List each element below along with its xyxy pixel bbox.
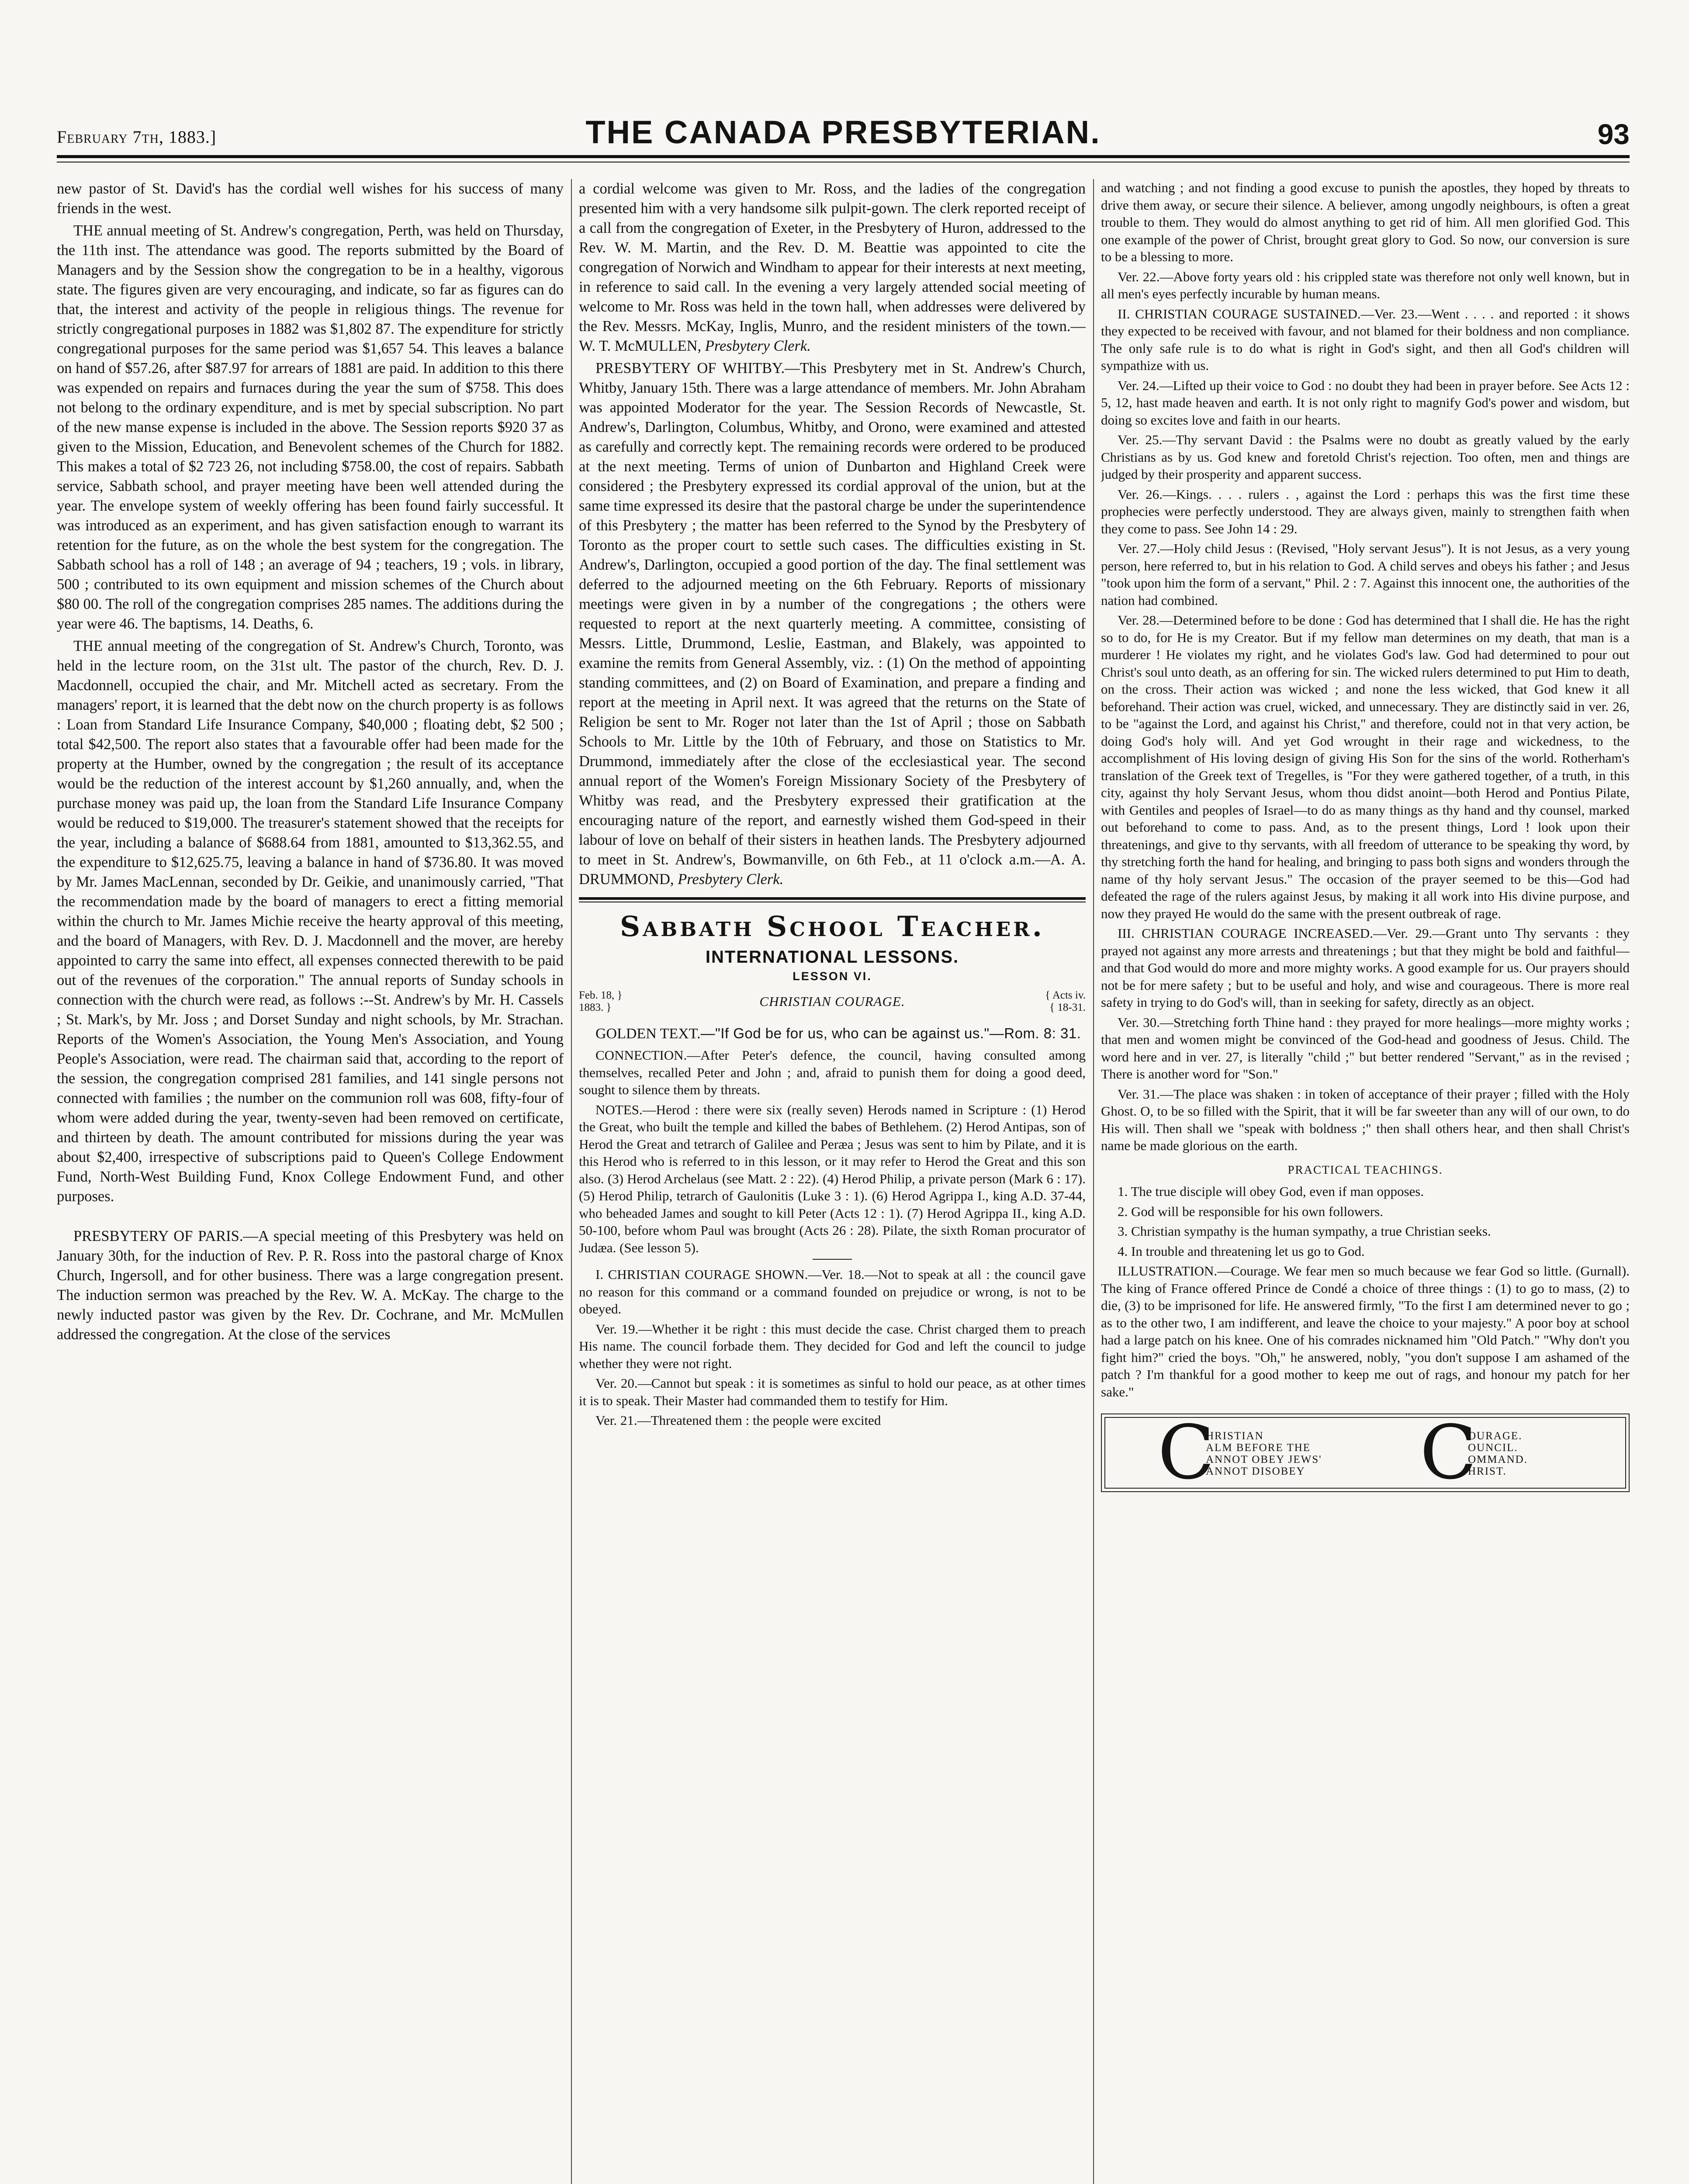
signature: Presbytery Clerk. bbox=[705, 338, 811, 354]
illustration: ILLUSTRATION.—Courage. We fear men so much because we fear God so little. (Gurnall). The king of France offered Prince de Condé a choice of three things : (1) to go to mass, (2) to die, (3) to be imprisoned for life. He answered firmly, "To the first I am determined never to go ; as to the other two, I am indifferent, and leave the choice to your majesty." A poor boy at school had a large patch on his knee. One of his comrades nicknamed him "Old Patch." "Why don't you fight him?" cried the boys. "Oh," he answered, nobly, "you don't suppose I am ashamed of the patch ? I'm thankful for a good mother to keep me out of rags, and honour my patch for her sake." bbox=[1101, 1263, 1630, 1400]
lesson-meta bbox=[579, 989, 1086, 1020]
practical-teachings-heading: PRACTICAL TEACHINGS. bbox=[1288, 1163, 1443, 1176]
teaching-item: 1. The true disciple will obey God, even if man opposes. bbox=[1118, 1184, 1424, 1199]
paragraph-text: —This Presbytery met in St. Andrew's Church, Whitby, January 15th. There was a large attendance of members. Mr. John Abraham was appointed Moderator for the year. The Session Records of Newcastle, St. Andrew's, Darlington, Columbus, Whitby, and Orono, were examined and attested as carefully and correctly kept. The remaining records were ordered to be produced at the next meeting. Terms of union of Dunbarton and Highland Creek were considered ; the Presbytery expressed its cordial approval of the union, but at the same time expressed its desire that the pastoral charge be under the superintendence of this Presbytery ; the matter has been referred to the Synod by the Presbytery of Toronto as the proper court to settle such cases. The difficulties existing in St. Andrew's, Darlington, occupied a good portion of the day. The final settlement was deferred to the adjourned meeting on the 6th February. Reports of missionary meetings were given in by a number of the congregations ; the others were requested to report at the next quarterly meeting. A committee, consisting of Messrs. Little, Drummond, Leslie, Eastman, and Blakely, was appointed to examine the remits from General Assembly, viz. : (1) On the method of appointing standing committees, and (2) on Board of Examination, and prepare a finding and report at the meeting in April next. It was agreed that the returns on the State of Religion be sent to Mr. Roger not later than the 1st of April ; those on Sabbath Schools to Mr. Little by the 10th of February, and those on Statistics to Mr. Drummond, immediately after the close of the ecclesiastical year. The second annual report of the Women's Foreign Missionary Society of the Presbytery of Whitby was read, and the Presbytery expressed their gratification at the encouraging nature of the report, and earnestly wished them God-speed in their labour of love on behalf of their sisters in heathen lands. The Presbytery adjourned to meet in St. Andrew's, Bowmanville, on 6th Feb., at 11 o'clock a.m.—A. A. DRUMMOND, bbox=[579, 360, 1086, 888]
page-number: 93 bbox=[1597, 118, 1630, 150]
paragraph bbox=[579, 359, 1086, 889]
paragraph bbox=[579, 1101, 1086, 1257]
summary-line: ANNOT DISOBEY bbox=[1206, 1465, 1305, 1477]
lesson-title: CHRISTIAN COURAGE. bbox=[759, 994, 905, 1009]
initial-letter: C bbox=[1158, 1410, 1215, 1496]
summary-box-inner bbox=[1104, 1410, 1626, 1496]
issue-date: February 7th, 1883.] bbox=[57, 127, 217, 147]
teaching-item: 2. God will be responsible for his own followers. bbox=[1118, 1203, 1383, 1219]
summary-box bbox=[1101, 1410, 1630, 1496]
summary-line: ALM BEFORE THE bbox=[1206, 1442, 1311, 1454]
summary-line: HRISTIAN bbox=[1206, 1430, 1264, 1442]
paragraph: THE annual meeting of the congregation of St. Andrew's Church, Toronto, was held in the lecture room, on the 31st ult. The pastor of the church, Rev. D. J. Macdonnell, occupied the chair, and Mr. Mitchell acted as secretary. From the managers' report, it is learned that the debt now on the church property is as follows : Loan from Standard Life Insurance Company, $40,000 ; floating debt, $2 500 ; total $42,500. The report also states that a favourable offer had been made for the property at the Humber, owned by the congregation ; the result of its acceptance would be the reduction of the interest account by $1,260 annually, and, when the purchase money was paid up, the loan from the Standard Life Insurance Company would be reduced to $19,000. The treasurer's statement showed that the receipts for the year, including a balance of $688.64 from 1881, amounted to $13,362.55, and the expenditure to $12,625.75, leaving a balance in hand of $736.80. It was moved by Mr. James MacLennan, seconded by Dr. Geikie, and unanimously carried, "That the recommendation made by the board of managers to erect a fitting memorial within the church to Mr. James Michie receive the hearty approval of this meeting, and the board of Managers, with Rev. D. J. Macdonnell and the mover, are hereby appointed to carry the same into effect, all expenses connected therewith to be paid out of the revenues of the corporation." The annual reports of Sunday schools in connection with the church were read, as follows :--St. Andrew's by Mr. H. Cassels ; St. Mark's, by Mr. Joss ; and Dorset Sunday and night schools, by Mr. Strachan. Reports of the Women's Association, the Young Men's Association, and Young People's Association, were read. The chairman said that, according to the report of the session, the congregation comprised 281 families, and 141 single persons not connected with families ; the number on the communion roll was 608, fifty-four of whom were added during the year, twenty-seven had been removed on certificate, and thirteen by death. The amount contributed for missions during the year was about $2,400, irrespective of subscriptions paid to Queen's College Endowment Fund, North-West Building Fund, Knox College Endowment Fund, and other purposes. bbox=[57, 638, 564, 1205]
initial-letter: C bbox=[1420, 1410, 1477, 1496]
golden-text-body: —"If God be for us, who can be against us."—Rom. 8: 31. bbox=[700, 1025, 1081, 1041]
paragraph: Ver. 31.—The place was shaken : in token of acceptance of their prayer ; filled with the Holy Ghost. O, to be so filled with the Spirit, that it will be far sweeter than any will of our own, to do His will. Then shall we "speak with boldness ;" then shall others hear, and then shall Christ's name be made glorious on the earth. bbox=[1101, 1086, 1630, 1153]
date-line: Feb. 18, } bbox=[579, 989, 623, 1001]
paragraph-text: —After Peter's defence, the council, having consulted among themselves, recalled Peter and John ; and, afraid to punish them for doing a good deed, sought to silence them by threats. bbox=[579, 1047, 1086, 1097]
lesson-reference bbox=[1045, 989, 1086, 1014]
masthead bbox=[57, 111, 1630, 151]
paragraph: Ver. 20.—Cannot but speak : it is sometimes as sinful to hold our peace, as at other times it is to speak. Their Master had commanded them to testify for Him. bbox=[579, 1375, 1086, 1408]
header-rule bbox=[57, 155, 1630, 158]
paragraph: III. CHRISTIAN COURAGE INCREASED.—Ver. 29.—Grant unto Thy servants : they prayed not against any more arrests and threatenings ; but that they might be bold and faithful—and that God would do more and more mighty works. A good example for us. Our prayers should not be for mere safety ; but to be useful and holy, and wise and courageous. There is more real safety in trying to do God's will, than in seeking for safety, directly as an object. bbox=[1101, 926, 1630, 1010]
summary-line: OUNCIL. bbox=[1468, 1442, 1518, 1454]
summary-left bbox=[1206, 1430, 1322, 1477]
paragraph: Ver. 24.—Lifted up their voice to God : no doubt they had been in prayer before. See Acts 12 : 5, 12, hast made heaven and earth. It is not only right to magnify God's power and wisdom, but doing so excites love and faith in our hearts. bbox=[1101, 377, 1630, 428]
paragraph: Ver. 19.—Whether it be right : this must decide the case. Christ charged them to preach His name. The council forbade them. They decided for God and left the council to judge whether they were not right. bbox=[579, 1321, 1086, 1371]
paragraph: Ver. 30.—Stretching forth Thine hand : they prayed for more healings—more mighty works ; that men and women might be convinced of the God-head and goodness of Jesus. Child. The word here and in ver. 27, is literally "child ;" but better rendered "Servant," as in the revised ; There is another word for "Son." bbox=[1101, 1014, 1630, 1082]
heading-presbytery-paris: PRESBYTERY OF PARIS. bbox=[73, 1228, 243, 1244]
column-one bbox=[57, 179, 564, 2184]
paragraph: and watching ; and not finding a good excuse to punish the apostles, they hoped by threats to drive them away, or secure their silence. A believer, among ungodly neighbours, is often a great trouble to them. They would do almost anything to get rid of him. All men glorified God. This one example of the power of Christ, brought great glory to God. So now, our conversion is sure to be a blessing to more. bbox=[1101, 180, 1630, 264]
ref-line: { 18-31. bbox=[1049, 1002, 1086, 1013]
newspaper-title: THE CANADA PRESBYTERIAN. bbox=[585, 114, 1101, 150]
column-divider bbox=[1093, 179, 1094, 2184]
paragraph: II. CHRISTIAN COURAGE SUSTAINED.—Ver. 23.—Went . . . . and reported : it shows they expected to be received with favour, and not blamed for their boldness and non compliance. The only safe rule is to do what is right in God's sight, and then all God's children will sympathize with us. bbox=[1101, 306, 1630, 373]
paragraph bbox=[57, 1227, 564, 1344]
ref-line: { Acts iv. bbox=[1045, 989, 1086, 1001]
paragraph: Ver. 25.—Thy servant David : the Psalms were no doubt as greatly valued by the early Christians as by us. God knew and foretold Christ's rejection. Too often, men and things are judged by their prosperity and apparent success. bbox=[1101, 432, 1630, 482]
paragraph bbox=[579, 179, 1086, 356]
lessons-title: INTERNATIONAL LESSONS. bbox=[705, 947, 959, 967]
lesson-number: LESSON VI. bbox=[793, 970, 872, 983]
summary-line: ANNOT OBEY JEWS' bbox=[1206, 1454, 1322, 1465]
label: I. CHRISTIAN COURAGE SHOWN. bbox=[595, 1267, 808, 1282]
paragraph: Ver. 26.—Kings. . . . rulers . , against the Lord : perhaps this was the first time these prophecies were perfectly understood. They are always given, mainly to strengthen faith when they come to pass. See John 14 : 29. bbox=[1101, 486, 1630, 536]
column-two bbox=[579, 179, 1086, 2184]
paragraph-text: —Ver. 18.—Not to speak at all : the council gave no reason for this command or a command founded on prejudice or wrong, is not to be obeyed. bbox=[579, 1267, 1086, 1317]
column-three bbox=[1101, 179, 1630, 2184]
summary-right bbox=[1468, 1430, 1528, 1477]
paragraph: Ver. 27.—Holy child Jesus : (Revised, "Holy servant Jesus"). It is not Jesus, as a very young person, here referred to, but in his relation to God. A child serves and obeys his father ; and Jesus "took upon him the form of a servant," Phil. 2 : 7. Against this innocent one, the authorities of the nation had combined. bbox=[1101, 541, 1630, 608]
signature: Presbytery Clerk. bbox=[678, 871, 784, 888]
paragraph bbox=[579, 1266, 1086, 1318]
paragraph: THE annual meeting of St. Andrew's congregation, Perth, was held on Thursday, the 11th inst. The attendance was good. The reports submitted by the Board of Managers and by the Session show the congregation to be in a healthy, vigorous state. The figures given are very encouraging, and indicate, so far as figures can do that, the interest and activity of the people in religious things. The revenue for strictly congregational purposes in 1882 was $1,802 87. The expenditure for strictly congregational purposes for the same period was $1,657 54. This leaves a balance on hand of $57.26, after $87.97 for arrears of 1881 are paid. In addition to this there was expended on repairs and furnaces during the year the sum of $758. This does not belong to the ordinary expenditure, and is met by special subscription. No part of the new manse expense is included in the above. The Session reports $920 37 as given to the Mission, Education, and Benevolent schemes of the Church for 1882. This makes a total of $2 723 26, not including $758.00, the cost of repairs. Sabbath service, Sabbath school, and prayer meeting have been well attended during the year. The envelope system of weekly offering has been found fairly successful. It was introduced as an experiment, and has given satisfaction enough to warrant its retention for the future, as on the whole the best system for the congregation. The Sabbath school has a roll of 148 ; an average of 94 ; teachers, 19 ; vols. in library, 500 ; contributed to its own equipment and mission schemes of the Church about $80 00. The roll of the congregation comprises 285 names. The additions during the year were 46. The baptisms, 14. Deaths, 6. bbox=[57, 222, 564, 632]
paragraph bbox=[579, 1047, 1086, 1099]
date-line: 1883. } bbox=[579, 1002, 612, 1013]
paragraph-text: a cordial welcome was given to Mr. Ross, and the ladies of the congregation presented him with a very handsome silk pulpit-gown. The clerk reported receipt of a call from the congregation of Exeter, in the Presbytery of Huron, addressed to the Rev. W. M. Martin, and the Rev. D. M. Beattie was appointed to cite the congregation of Norwich and Windham to appear for their interests at next meeting, in reference to said call. In the evening a very largely attended social meeting of welcome to Mr. Ross was held in the town hall, when addresses were delivered by the Rev. Messrs. McKay, Inglis, Munro, and the resident ministers of the town.—W. T. McMULLEN, bbox=[579, 180, 1086, 354]
label: NOTES. bbox=[595, 1102, 643, 1117]
section-title: Sabbath School Teacher. bbox=[620, 910, 1045, 943]
short-rule bbox=[813, 1259, 852, 1260]
teaching-item: 3. Christian sympathy is the human sympathy, a true Christian seeks. bbox=[1118, 1223, 1491, 1239]
paragraph-text: —A special meeting of this Presbytery was held on January 30th, for the induction of Rev. P. R. Ross into the pastoral charge of Knox Church, Ingersoll, and for other business. There was a large congregation present. The induction sermon was preached by the Rev. W. A. McKay. The charge to the newly inducted pastor was given by the Rev. Dr. Cochrane, and Mr. McMullen addressed the congregation. At the close of the services bbox=[57, 1228, 564, 1343]
teaching-item: 4. In trouble and threatening let us go to God. bbox=[1118, 1243, 1365, 1259]
paragraph: Ver. 21.—Threatened them : the people were excited bbox=[595, 1413, 881, 1428]
paragraph: Ver. 28.—Determined before to be done : God has determined that I shall die. He has the right so to do, for He is my Creator. But if my fellow man determines on my death, that man is a murderer ! He violates my right, and he violates God's law. God had determined to pour out Christ's soul unto death, as an offering for sin. The wicked rulers determined to put Him to death, on the cross. Their action was wicked ; and none the less wicked, that God knew it all beforehand. Their action was cruel, wicked, and unnecessary. They are distinctly said in ver. 26, to be "against the Lord, and against his Christ," and therefore, could not in that very action, be doing God's holy will. And yet God wrought in their rage and wickedness, to the accomplishment of His loving design of giving His Son for the sins of the world. Rotherham's translation of the Greek text of Tregelles, is "For they were gathered together, of a truth, in this city, against thy holy Servant Jesus, whom thou didst anoint—both Herod and Pontius Pilate, with Gentiles and peoples of Israel—to do as many things as thy hand and thy counsel, marked out beforehand to come to pass. And, as to the present things, Lord ! look upon their threatenings, and give to thy servants, with all freedom of utterance to be speaking thy word, by thy stretching forth the hand for healing, and bringing to pass both signs and wonders through the name of thy holy servant Jesus." The occasion of the prayer seemed to be this—God had defeated the rage of the rulers against Jesus, by making it all work into His divine purpose, and now they prayed He would do the same with the present outbreak of rage. bbox=[1101, 612, 1630, 921]
summary-line: OMMAND. bbox=[1468, 1454, 1528, 1465]
section-rule bbox=[579, 897, 1086, 900]
golden-text-label: GOLDEN TEXT. bbox=[595, 1026, 701, 1042]
heading-presbytery-whitby: PRESBYTERY OF WHITBY. bbox=[595, 360, 785, 377]
summary-line: OURAGE. bbox=[1468, 1430, 1523, 1442]
label: CONNECTION. bbox=[595, 1047, 687, 1063]
column-divider bbox=[571, 179, 572, 2184]
golden-text bbox=[579, 1024, 1086, 1043]
paragraph-text: —Herod : there were six (really seven) Herods named in Scripture : (1) Herod the Great, who built the temple and killed the babes of Bethlehem. (2) Herod Antipas, son of Herod the Great and tetrarch of Galilee and Peræa ; Jesus was sent to him by Pilate, and it is this Herod who is referred to in this lesson, or it may refer to Herod the Great and this son also. (3) Herod Archelaus (see Matt. 2 : 22). (4) Herod Philip, a private person (Mark 6 : 17). (5) Herod Philip, tetrarch of Gaulonitis (Luke 3 : 1). (6) Herod Agrippa I., king A.D. 37-44, who beheaded James and sought to kill Peter (Acts 12 : 1). (7) Herod Agrippa II., king A.D. 50-100, before whom Paul was brought (Acts 26 : 28). Pilate, the sixth Roman procurator of Judæa. (See lesson 5). bbox=[579, 1102, 1086, 1255]
paragraph: Ver. 22.—Above forty years old : his crippled state was therefore not only well known, but in all men's eyes perfectly incurable by human means. bbox=[1101, 269, 1630, 301]
paragraph: new pastor of St. David's has the cordial well wishes for his success of many friends in the west. bbox=[57, 180, 564, 217]
summary-line: HRIST. bbox=[1468, 1465, 1507, 1477]
